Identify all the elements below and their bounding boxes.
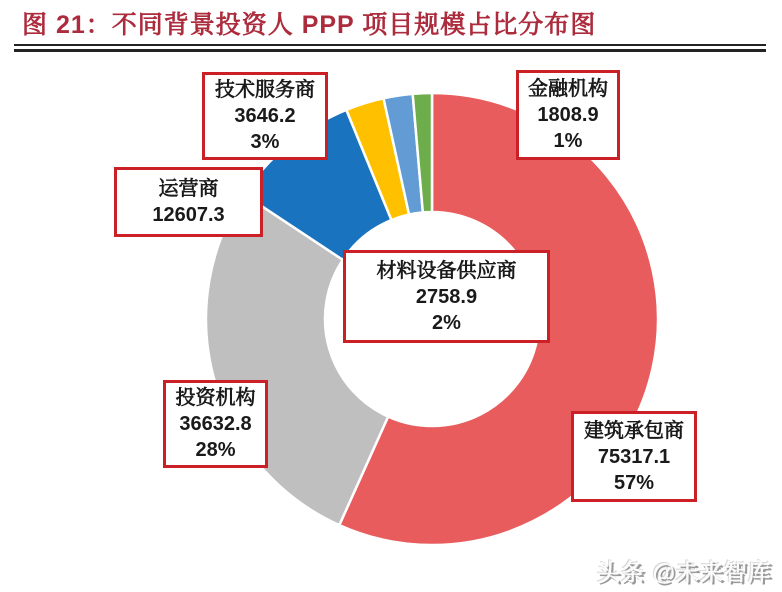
slice-percent: 1% [553, 130, 583, 152]
label-box-financial [516, 70, 620, 160]
slice-percent: 28% [195, 439, 236, 461]
slice-label: 建筑承包商 [584, 419, 684, 442]
slice-percent: 57% [613, 471, 655, 494]
slice-label: 金融机构 [528, 78, 608, 100]
slice-label: 运营商 [158, 178, 219, 200]
slice-value: 75317.1 [597, 445, 671, 468]
slice-value: 36632.8 [179, 413, 252, 435]
slice-percent: 3% [250, 131, 280, 153]
label-box-investment [163, 380, 268, 468]
slice-value: 1808.9 [537, 104, 599, 126]
slice-label: 技术服务商 [215, 79, 315, 101]
slice-value: 12607.3 [152, 204, 225, 226]
label-box-contractor [571, 411, 697, 502]
figure-title: 图 21：不同背景投资人 PPP 项目规模占比分布图 [22, 11, 597, 39]
label-box-operator [114, 167, 263, 237]
label-box-material-supplier [343, 250, 550, 343]
slice-value: 3646.2 [234, 105, 296, 127]
slice-label: 投资机构 [175, 387, 256, 409]
source-watermark: 头条 @未来智库 [597, 559, 772, 585]
slice-value: 2758.9 [415, 285, 478, 308]
slice-percent: 2% [432, 311, 461, 334]
pie-slice-1 [206, 194, 388, 525]
slice-label: 材料设备供应商 [376, 259, 517, 282]
label-box-tech-service [202, 72, 328, 160]
